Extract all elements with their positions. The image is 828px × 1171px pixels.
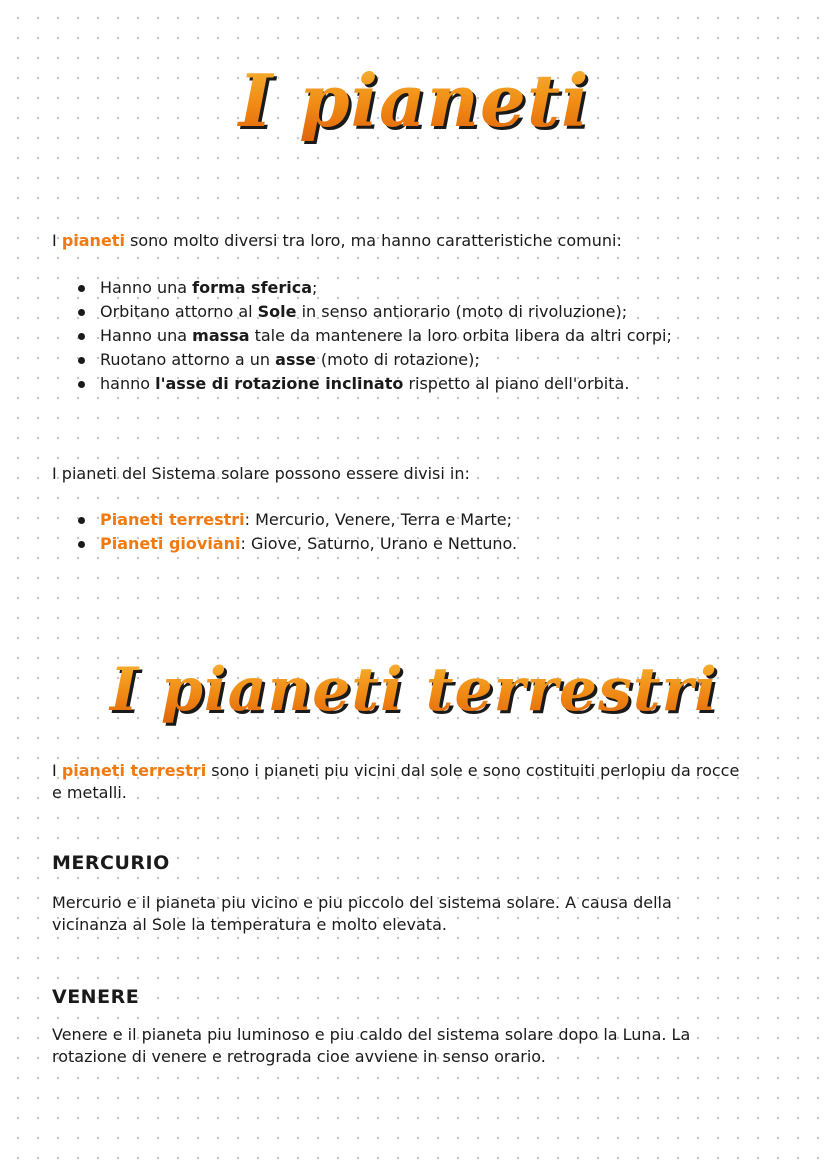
list-item: Pianeti gioviani: Giove, Saturno, Urano e Nettuno. — [78, 532, 517, 556]
terrestri-paragraph: I pianeti terrestri sono i pianeti piu vicini dal sole e sono costituiti perlopiu da rocce e metalli. — [52, 761, 740, 802]
section-title: I pianeti terrestri — [0, 655, 828, 725]
mercurio-text: Mercurio e il pianeta piu vicino e piu piccolo del sistema solare. A causa della vicinanza al Sole la temperatura e molto elevata. — [52, 893, 672, 934]
intro-after: sono molto diversi tra loro, ma hanno caratteristiche comuni: — [124, 231, 622, 250]
division-intro: I pianeti del Sistema solare possono essere divisi in: — [52, 464, 470, 483]
characteristics-list — [78, 276, 672, 396]
list-item: Hanno una massa tale da mantenere la loro orbita libera da altri corpi; — [78, 324, 672, 348]
list-item: Pianeti terrestri: Mercurio, Venere, Terra e Marte; — [78, 508, 517, 532]
intro-before: I — [52, 231, 62, 250]
venere-heading: VENERE — [52, 986, 140, 1008]
venere-text: Venere e il pianeta piu luminoso e piu caldo del sistema solare dopo la Luna. La rotazione di venere e retrograda cioe avviene in senso orario. — [52, 1025, 691, 1066]
list-item: Hanno una forma sferica; — [78, 276, 672, 300]
intro-paragraph — [52, 230, 752, 252]
mercurio-heading: MERCURIO — [52, 852, 170, 874]
page-title: I pianeti — [0, 58, 828, 143]
list-item: hanno l'asse di rotazione inclinato rispetto al piano dell'orbita. — [78, 372, 672, 396]
intro-highlight: pianeti — [61, 231, 125, 250]
list-item: Orbitano attorno al Sole in senso antiorario (moto di rivoluzione); — [78, 300, 672, 324]
list-item: Ruotano attorno a un asse (moto di rotazione); — [78, 348, 672, 372]
divisions-list — [78, 508, 517, 556]
